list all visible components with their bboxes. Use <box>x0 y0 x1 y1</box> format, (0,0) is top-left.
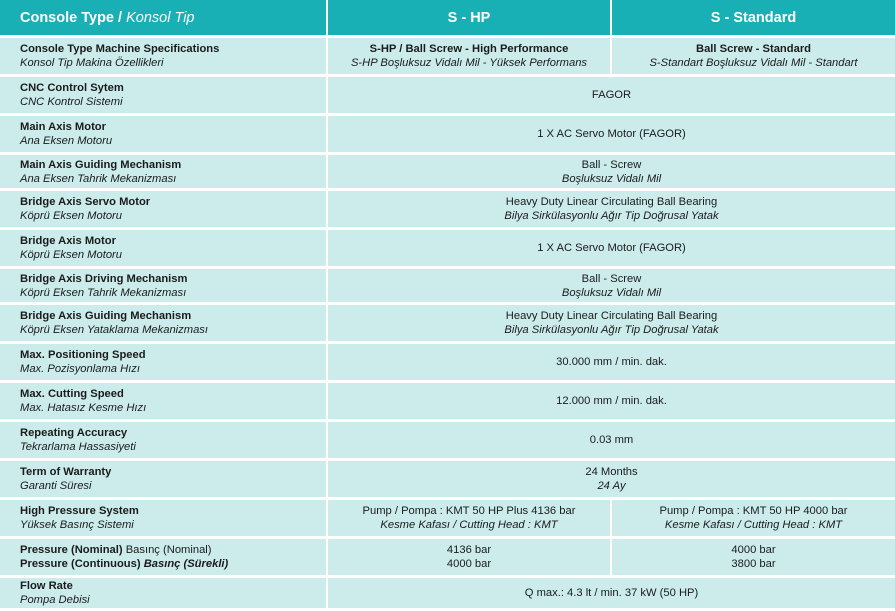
s-hp-value <box>328 539 612 578</box>
row-bridge-axis-motor <box>0 230 895 269</box>
row-label <box>0 230 328 269</box>
row-max-cutting-speed <box>0 383 895 422</box>
header-row <box>0 0 895 38</box>
shared-value <box>328 77 895 116</box>
row-machine-specifications <box>0 38 895 77</box>
value-en: 24 Months <box>585 466 638 478</box>
header-console-type <box>0 0 328 38</box>
s-hp-value-en: S-HP / Ball Screw - High Performance <box>369 43 569 55</box>
label-en: Main Axis Guiding Mechanism <box>20 158 182 171</box>
shared-value <box>328 116 895 155</box>
label-tr: Yüksek Basınç Sistemi <box>20 519 134 531</box>
header-console-type-en: Console Type / <box>20 9 123 26</box>
row-label <box>0 422 328 461</box>
row-label <box>0 155 328 191</box>
header-s-standard: S - Standard <box>612 0 895 38</box>
pump-line: Pump / Pompa : KMT 50 HP 4000 bar <box>659 505 848 517</box>
label-en: Bridge Axis Driving Mechanism <box>20 272 188 285</box>
value-text: 1 X AC Servo Motor (FAGOR) <box>537 128 686 140</box>
nominal-pressure: 4000 bar <box>731 544 776 556</box>
shared-value <box>328 461 895 500</box>
label-line-continuous <box>20 557 326 571</box>
row-label <box>0 578 328 611</box>
label-en: High Pressure System <box>20 505 139 517</box>
label-en: Repeating Accuracy <box>20 427 128 439</box>
nominal-pressure: 4136 bar <box>446 544 492 556</box>
s-hp-value-tr: S-HP Boşluksuz Vidalı Mil - Yüksek Performans <box>350 57 588 69</box>
label-tr: Garanti Süresi <box>20 480 92 492</box>
row-high-pressure-system <box>0 500 895 539</box>
label-en: Bridge Axis Motor <box>20 235 116 247</box>
label-tr: Köprü Eksen Motoru <box>20 249 122 261</box>
row-label <box>0 38 328 77</box>
row-bridge-axis-driving-mechanism <box>0 269 895 305</box>
header-s-hp: S - HP <box>328 0 612 38</box>
table-body <box>0 38 895 611</box>
value-en: Heavy Duty Linear Circulating Ball Bearing <box>505 310 718 322</box>
value-text: 12.000 mm / min. dak. <box>556 395 667 407</box>
cutting-head-line: Kesme Kafası / Cutting Head : KMT <box>664 519 843 531</box>
label-en: Bridge Axis Servo Motor <box>20 196 151 208</box>
value-text: FAGOR <box>591 89 632 101</box>
value-text: Q max.: 4.3 lt / min. 37 kW (50 HP) <box>524 587 699 599</box>
s-hp-value <box>328 38 612 77</box>
row-bridge-axis-guiding-mechanism <box>0 305 895 344</box>
value-en: Heavy Duty Linear Circulating Ball Bearing <box>505 196 718 208</box>
s-hp-value <box>328 500 612 539</box>
shared-value <box>328 305 895 344</box>
shared-value <box>328 269 895 305</box>
label-en: Max. Cutting Speed <box>20 388 124 400</box>
row-cnc-control-system <box>0 77 895 116</box>
label-en: Flow Rate <box>20 580 73 592</box>
row-label <box>0 191 328 230</box>
shared-value <box>328 422 895 461</box>
value-tr: Boşluksuz Vidalı Mil <box>561 172 662 185</box>
pump-line: Pump / Pompa : KMT 50 HP Plus 4136 bar <box>362 505 576 517</box>
label-tr: Ana Eksen Motoru <box>20 135 113 147</box>
s-standard-value <box>612 38 895 77</box>
row-label <box>0 344 328 383</box>
row-repeating-accuracy <box>0 422 895 461</box>
label-continuous-tr: Basınç (Sürekli) <box>140 558 229 570</box>
shared-value <box>328 578 895 611</box>
row-label <box>0 116 328 155</box>
s-standard-value <box>612 500 895 539</box>
label-tr: Konsol Tip Makina Özellikleri <box>20 57 164 69</box>
label-line-nominal <box>20 543 326 557</box>
label-tr: Max. Pozisyonlama Hızı <box>20 363 140 375</box>
row-label <box>0 269 328 305</box>
s-standard-value <box>612 539 895 578</box>
row-main-axis-motor <box>0 116 895 155</box>
label-continuous-en: Pressure (Continuous) <box>20 558 141 570</box>
label-en: Main Axis Motor <box>20 121 106 133</box>
value-tr: Bilya Sirkülasyonlu Ağır Tip Doğrusal Yatak <box>504 324 719 336</box>
value-tr: Bilya Sirkülasyonlu Ağır Tip Doğrusal Yatak <box>504 210 719 222</box>
row-bridge-axis-servo-motor <box>0 191 895 230</box>
table-header <box>0 0 895 38</box>
row-term-of-warranty <box>0 461 895 500</box>
value-text: 0.03 mm <box>589 434 634 446</box>
value-tr: Boşluksuz Vidalı Mil <box>561 286 662 299</box>
shared-value <box>328 155 895 191</box>
label-en: Term of Warranty <box>20 466 112 478</box>
row-flow-rate <box>0 578 895 611</box>
label-en: Console Type Machine Specifications <box>20 43 220 55</box>
value-tr: 24 Ay <box>597 480 626 492</box>
shared-value <box>328 191 895 230</box>
label-tr: Köprü Eksen Motoru <box>20 210 122 222</box>
label-tr: CNC Kontrol Sistemi <box>20 96 123 108</box>
label-tr: Tekrarlama Hassasiyeti <box>20 441 136 453</box>
label-nominal-en: Pressure (Nominal) <box>20 544 123 556</box>
row-pressure <box>0 539 895 578</box>
label-tr: Köprü Eksen Tahrik Mekanizması <box>20 286 187 299</box>
row-label <box>0 383 328 422</box>
label-en: CNC Control Sytem <box>20 82 124 94</box>
label-tr: Köprü Eksen Yataklama Mekanizması <box>20 324 208 336</box>
value-en: Ball - Screw <box>581 272 642 285</box>
row-label <box>0 461 328 500</box>
s-standard-value-tr: S-Standart Boşluksuz Vidalı Mil - Standart <box>649 57 858 69</box>
label-tr: Pompa Debisi <box>20 594 90 606</box>
row-main-axis-guiding-mechanism <box>0 155 895 191</box>
label-en: Bridge Axis Guiding Mechanism <box>20 310 192 322</box>
label-tr: Max. Hatasız Kesme Hızı <box>20 402 147 414</box>
row-label <box>0 305 328 344</box>
shared-value <box>328 383 895 422</box>
label-nominal-tr: Basınç (Nominal) <box>122 544 212 556</box>
shared-value <box>328 230 895 269</box>
s-standard-value-en: Ball Screw - Standard <box>695 43 812 55</box>
row-max-positioning-speed <box>0 344 895 383</box>
value-text: 1 X AC Servo Motor (FAGOR) <box>537 242 686 254</box>
continuous-pressure: 4000 bar <box>446 558 492 570</box>
header-console-type-tr: Konsol Tip <box>126 9 195 26</box>
shared-value <box>328 344 895 383</box>
row-label <box>0 539 328 578</box>
value-text: 30.000 mm / min. dak. <box>556 356 667 368</box>
cutting-head-line: Kesme Kafası / Cutting Head : KMT <box>380 519 558 531</box>
continuous-pressure: 3800 bar <box>731 558 776 570</box>
value-en: Ball - Screw <box>581 158 642 171</box>
label-en: Max. Positioning Speed <box>20 349 146 361</box>
label-tr: Ana Eksen Tahrik Mekanizması <box>20 172 177 185</box>
row-label <box>0 77 328 116</box>
row-label <box>0 500 328 539</box>
